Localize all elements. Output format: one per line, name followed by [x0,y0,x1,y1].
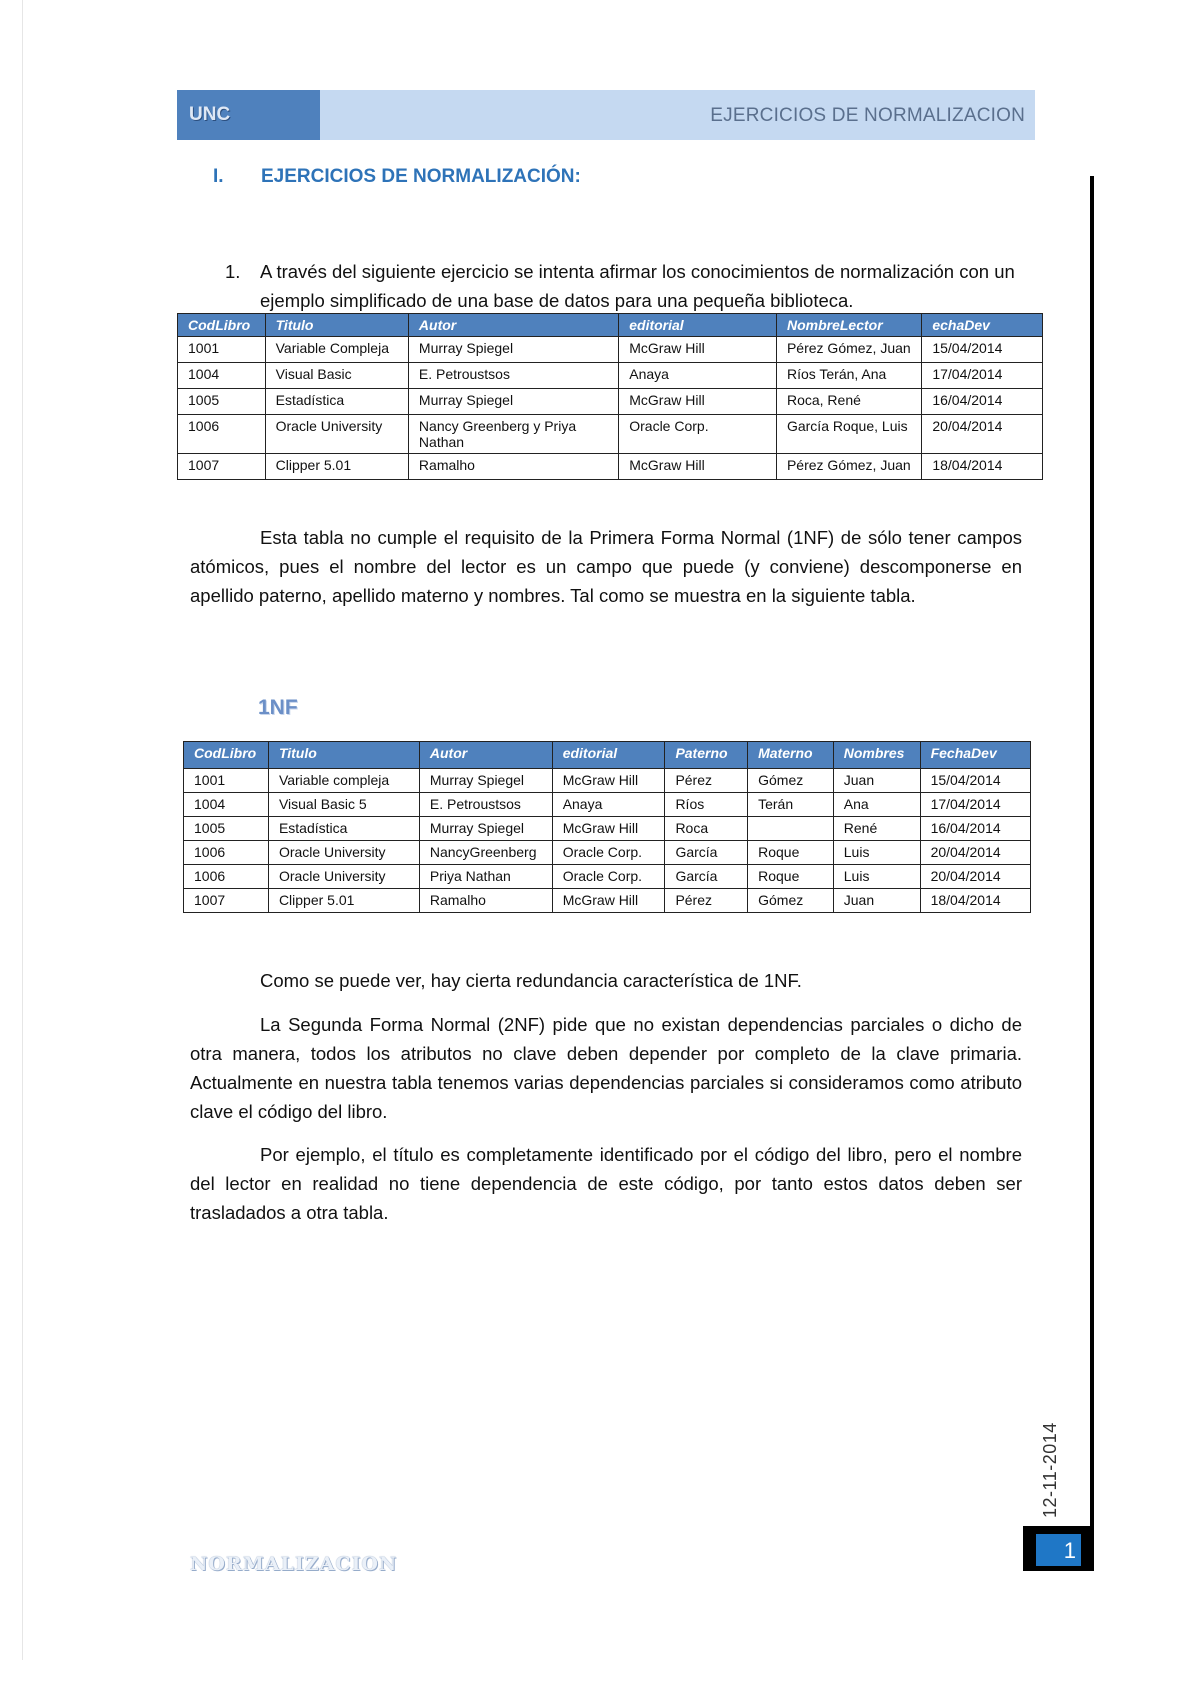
table-cell: Oracle University [268,841,419,865]
table-cell: Ramalho [408,454,618,480]
table-cell: Murray Spiegel [408,337,618,363]
table-cell: Luis [833,841,920,865]
table-cell: 1006 [178,415,266,454]
table-cell: Roque [748,865,834,889]
page-number: 1 [1036,1534,1081,1566]
table-cell: 20/04/2014 [922,415,1043,454]
table-cell: Clipper 5.01 [265,454,408,480]
table-cell: Terán [748,793,834,817]
table-cell: Roca [665,817,748,841]
footer-logo: NORMALIZACION [190,1553,398,1575]
paragraph-2nf [190,1010,1022,1126]
item-text: A través del siguiente ejercicio se intenta afirmar los conocimientos de normalización con un ejemplo simplificado de una base de datos para una pequeña biblioteca. [260,261,1015,311]
table-cell [748,817,834,841]
paragraph-text: Por ejemplo, el título es completamente identificado por el código del libro, pero el nombre del lector en realidad no tiene dependencia de este código, por tanto estos datos deben ser trasladados a otra tabla. [190,1144,1022,1223]
table-cell: Juan [833,769,920,793]
table-cell: Ríos Terán, Ana [776,363,921,389]
table-cell: Gómez [748,889,834,913]
library-table-original [177,313,1043,480]
table-header-row [184,742,1031,769]
table-cell: René [833,817,920,841]
paragraph-1nf-explanation [190,523,1022,610]
table-cell: 1001 [178,337,266,363]
table-cell: Roca, René [776,389,921,415]
page-left-edge [22,0,23,1660]
unc-logo: UNC [177,90,320,140]
table-cell: 18/04/2014 [920,889,1030,913]
paragraph-text: La Segunda Forma Normal (2NF) pide que no existan dependencias parciales o dicho de otra manera, todos los atributos no clave deben depender por completo de la clave primaria. Actualmente en nuestra tabla tenemos varias dependencias parciales si consideramos como atributo clave el código del libro. [190,1014,1022,1122]
table-cell: Gómez [748,769,834,793]
section-heading [213,166,581,188]
column-header: Nombres [833,742,920,769]
table-cell: García [665,865,748,889]
table-row [184,865,1031,889]
table-row [178,337,1043,363]
table-cell: 18/04/2014 [922,454,1043,480]
table-row [178,454,1043,480]
table-cell: Estadística [268,817,419,841]
table-cell: McGraw Hill [619,454,777,480]
table-header-row [178,314,1043,337]
column-header: Titulo [268,742,419,769]
table-cell: 16/04/2014 [922,389,1043,415]
page-number-box [1023,1526,1094,1571]
table-cell: Oracle Corp. [619,415,777,454]
table-cell: Anaya [552,793,665,817]
paragraph-example [190,1140,1022,1227]
table-cell: Oracle University [265,415,408,454]
page-header [177,90,1035,140]
table-cell: Luis [833,865,920,889]
table-cell: 15/04/2014 [922,337,1043,363]
table-cell: Clipper 5.01 [268,889,419,913]
table-cell: 20/04/2014 [920,865,1030,889]
table-cell: 1007 [184,889,269,913]
table-row [178,363,1043,389]
paragraph-redundancy [190,966,1022,995]
numbered-item [213,257,1023,315]
table-row [184,793,1031,817]
paragraph-text: Esta tabla no cumple el requisito de la Primera Forma Normal (1NF) de sólo tener campos atómicos, pues el nombre del lector es un campo que puede (y conviene) descomponerse en apellido paterno, apellido materno y nombres. Tal como se muestra en la siguiente tabla. [190,527,1022,606]
table-cell: García Roque, Luis [776,415,921,454]
table-cell: Pérez [665,769,748,793]
column-header: Paterno [665,742,748,769]
column-header: CodLibro [178,314,266,337]
table-cell: 1006 [184,865,269,889]
table-cell: 15/04/2014 [920,769,1030,793]
table-cell: McGraw Hill [552,817,665,841]
table-row [184,769,1031,793]
table-cell: Ana [833,793,920,817]
table-cell: 16/04/2014 [920,817,1030,841]
table-cell: 1006 [184,841,269,865]
section-number: I. [213,166,224,187]
table-cell: García [665,841,748,865]
table-cell: E. Petroustsos [419,793,552,817]
table-cell: Juan [833,889,920,913]
table-cell: 1005 [184,817,269,841]
column-header: editorial [552,742,665,769]
table-row [184,889,1031,913]
table-cell: 17/04/2014 [920,793,1030,817]
table-cell: Nancy Greenberg y Priya Nathan [408,415,618,454]
table-cell: Visual Basic [265,363,408,389]
table-cell: Pérez [665,889,748,913]
item-number: 1. [225,261,241,282]
table-cell: 1007 [178,454,266,480]
column-header: NombreLector [776,314,921,337]
section-title: EJERCICIOS DE NORMALIZACIÓN: [261,166,581,187]
table-cell: Ríos [665,793,748,817]
table-row [178,415,1043,454]
table-cell: Murray Spiegel [419,769,552,793]
table-cell: 1005 [178,389,266,415]
column-header: echaDev [922,314,1043,337]
table-row [184,817,1031,841]
table-cell: Murray Spiegel [419,817,552,841]
table-cell: 1004 [184,793,269,817]
library-table-1nf [183,741,1031,913]
column-header: editorial [619,314,777,337]
table-cell: Visual Basic 5 [268,793,419,817]
column-header: Autor [419,742,552,769]
table-row [178,389,1043,415]
table-cell: Priya Nathan [419,865,552,889]
table-cell: 17/04/2014 [922,363,1043,389]
table-cell: McGraw Hill [552,769,665,793]
table-cell: McGraw Hill [619,337,777,363]
table-cell: Roque [748,841,834,865]
column-header: Materno [748,742,834,769]
table-cell: E. Petroustsos [408,363,618,389]
table-cell: Variable Compleja [265,337,408,363]
table-cell: 1001 [184,769,269,793]
table-cell: McGraw Hill [552,889,665,913]
table-cell: Variable compleja [268,769,419,793]
table-cell: McGraw Hill [619,389,777,415]
column-header: FechaDev [920,742,1030,769]
label-1nf: 1NF [258,696,298,719]
column-header: Titulo [265,314,408,337]
column-header: CodLibro [184,742,269,769]
paragraph-text: Como se puede ver, hay cierta redundancia característica de 1NF. [260,970,802,991]
table-cell: 1004 [178,363,266,389]
table-cell: Anaya [619,363,777,389]
table-cell: Oracle University [268,865,419,889]
table-cell: Oracle Corp. [552,865,665,889]
table-cell: Murray Spiegel [408,389,618,415]
table-row [184,841,1031,865]
table-cell: NancyGreenberg [419,841,552,865]
table-cell: Pérez Gómez, Juan [776,337,921,363]
table-cell: Ramalho [419,889,552,913]
table-cell: 20/04/2014 [920,841,1030,865]
table-cell: Oracle Corp. [552,841,665,865]
date-text: 12-11-2014 [1040,1422,1060,1518]
table-cell: Pérez Gómez, Juan [776,454,921,480]
side-rule [1090,176,1094,1571]
header-title: EJERCICIOS DE NORMALIZACION [710,105,1025,126]
column-header: Autor [408,314,618,337]
table-cell: Estadística [265,389,408,415]
